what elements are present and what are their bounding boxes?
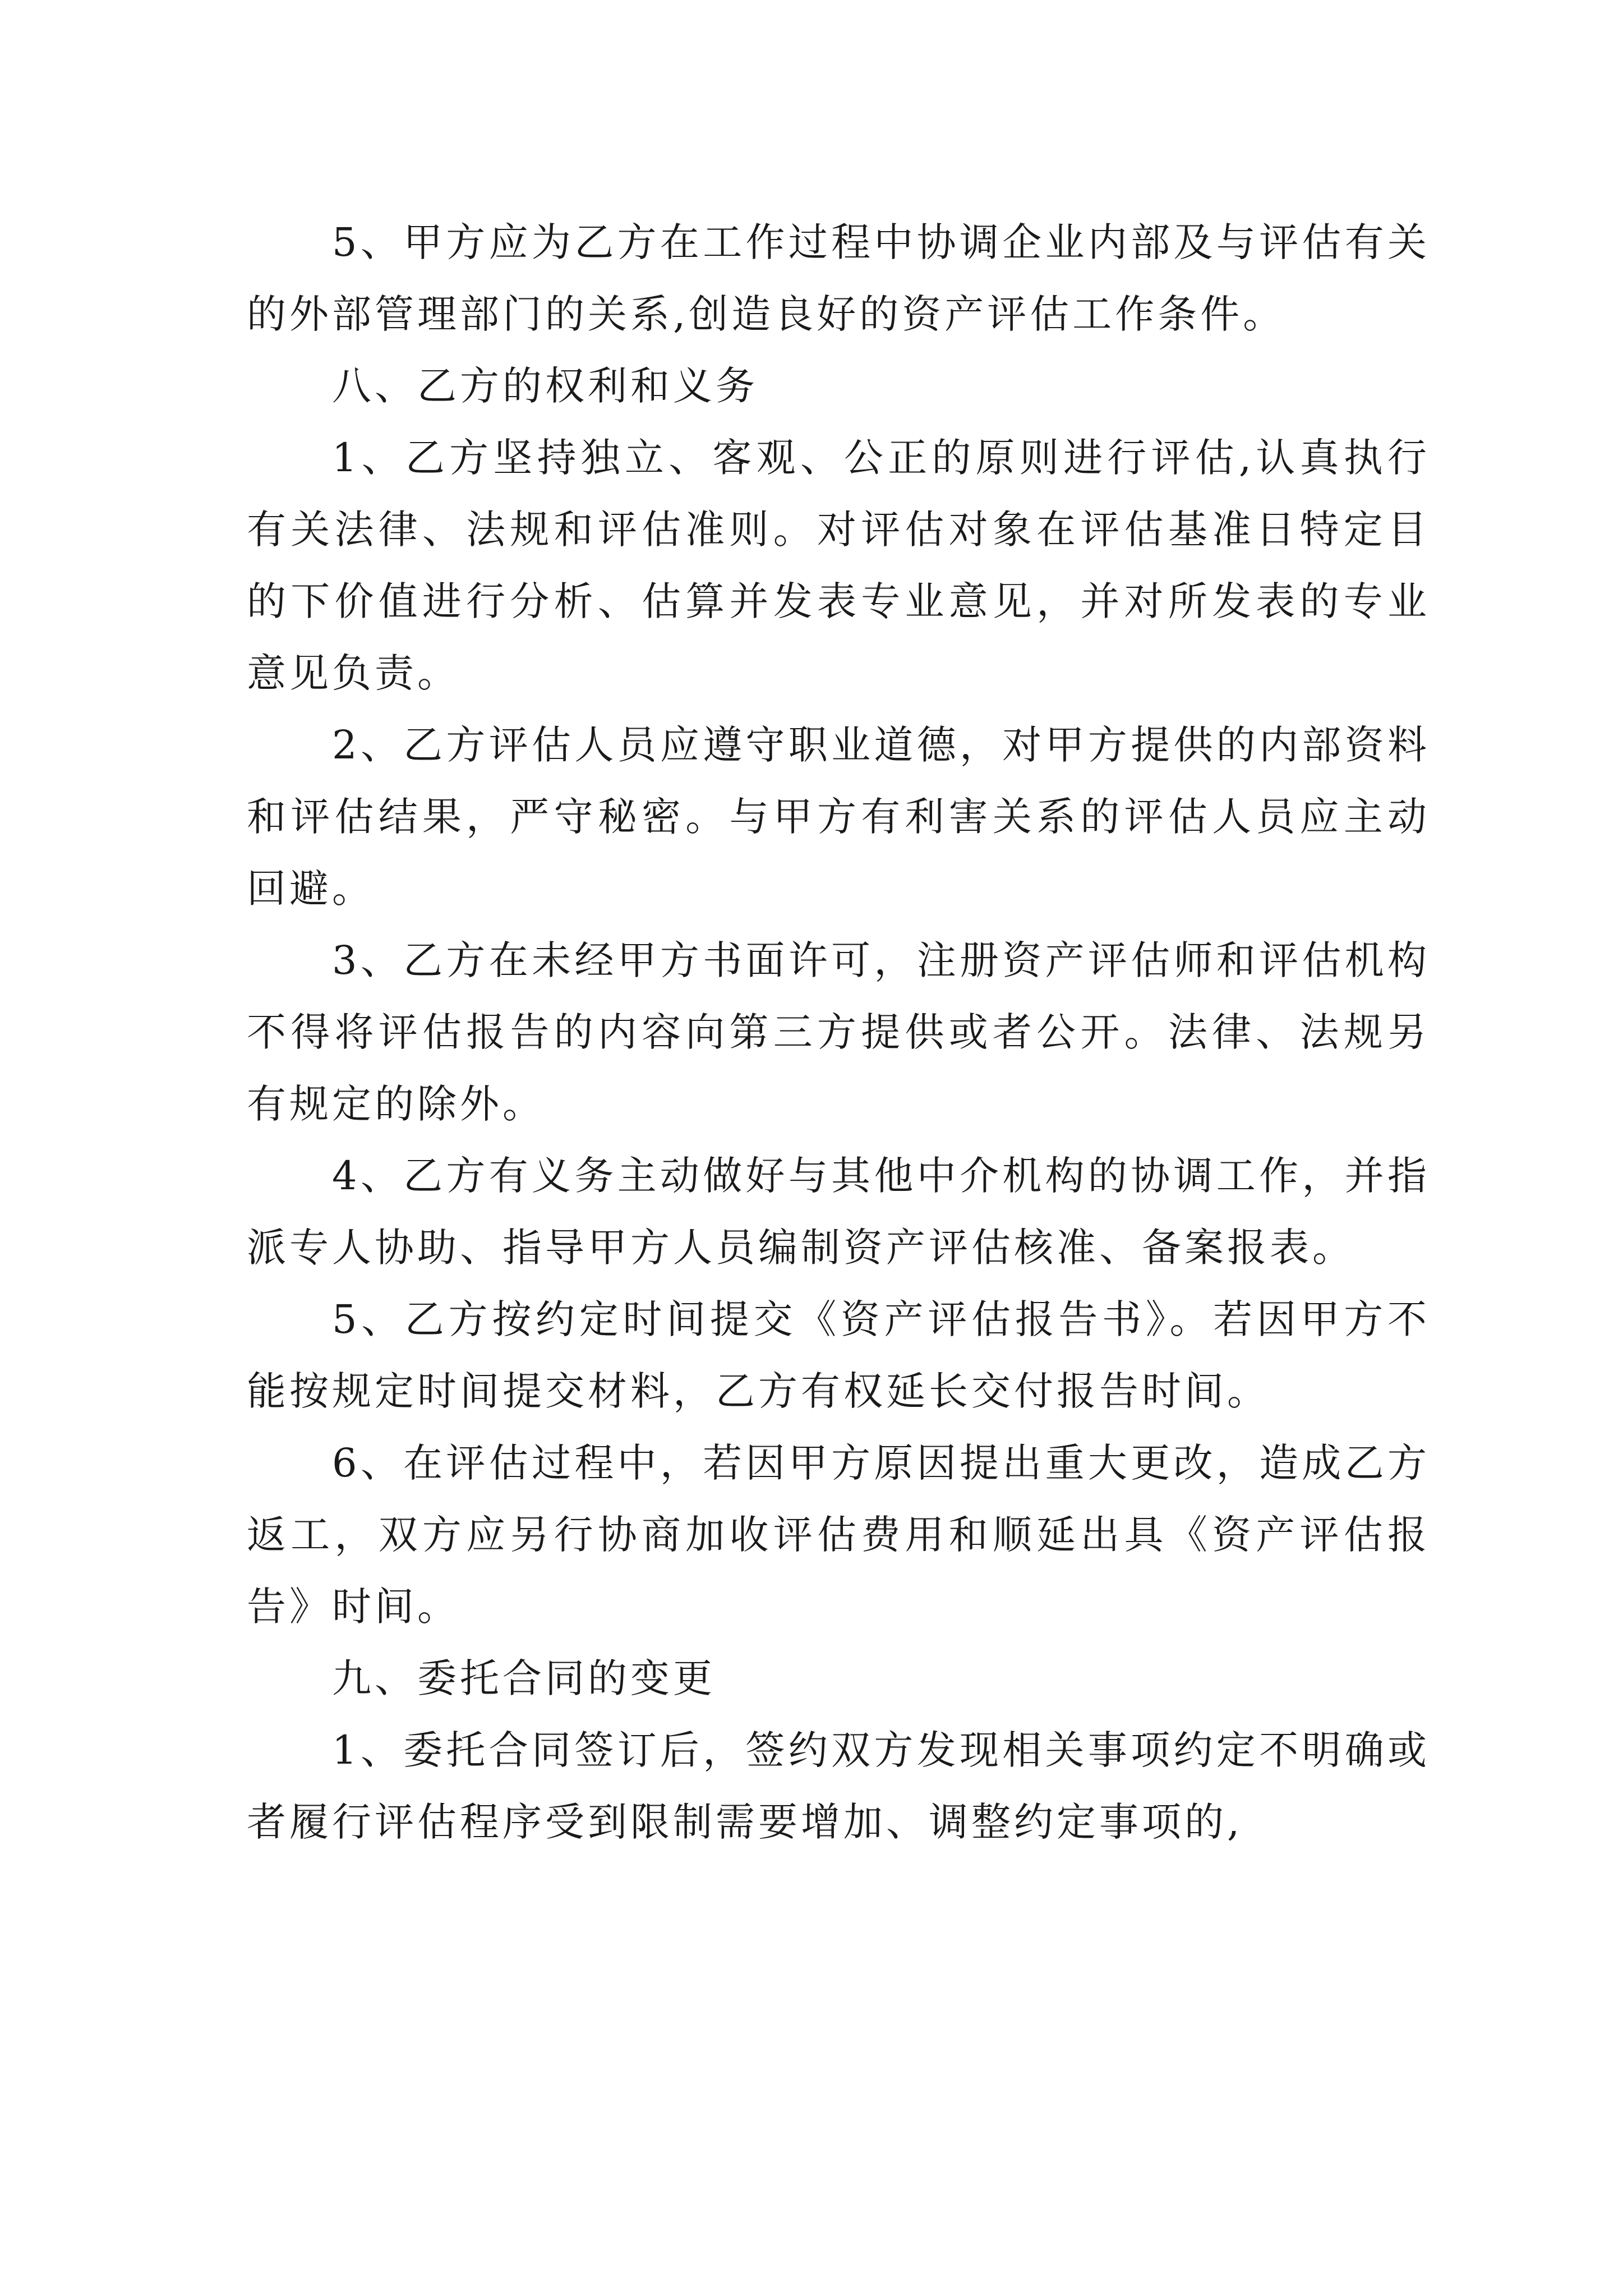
paragraph-party-b-item-5: 5、乙方按约定时间提交《资产评估报告书》。若因甲方不能按规定时间提交材料，乙方有权延长交付报告时间。	[247, 1296, 1430, 1414]
document-body	[247, 206, 1430, 1858]
paragraph-party-b-item-1: 1、乙方坚持独立、客观、公正的原则进行评估,认真执行有关法律、法规和评估准则。对评估对象在评估基准日特定目的下价值进行分析、估算并发表专业意见，并对所发表的专业意见负责。	[247, 435, 1430, 696]
paragraph-change-item-1: 1、委托合同签订后，签约双方发现相关事项约定不明确或者履行评估程序受到限制需要增加、调整约定事项的,	[247, 1727, 1430, 1845]
paragraph-party-b-item-3: 3、乙方在未经甲方书面许可，注册资产评估师和评估机构不得将评估报告的内容向第三方提供或者公开。法律、法规另有规定的除外。	[247, 937, 1430, 1127]
paragraph-party-b-item-4: 4、乙方有义务主动做好与其他中介机构的协调工作，并指派专人协助、指导甲方人员编制资产评估核准、备案报表。	[247, 1153, 1430, 1271]
section-heading-8: 八、乙方的权利和义务	[332, 363, 758, 409]
section-heading-9: 九、委托合同的变更	[332, 1655, 716, 1701]
paragraph-party-b-item-6: 6、在评估过程中，若因甲方原因提出重大更改，造成乙方返工，双方应另行协商加收评估费用和顺延出具《资产评估报告》时间。	[247, 1440, 1430, 1630]
paragraph-party-a-item-5: 5、甲方应为乙方在工作过程中协调企业内部及与评估有关的外部管理部门的关系,创造良好的资产评估工作条件。	[247, 219, 1430, 337]
paragraph-party-b-item-2: 2、乙方评估人员应遵守职业道德，对甲方提供的内部资料和评估结果，严守秘密。与甲方有利害关系的评估人员应主动回避。	[247, 722, 1430, 912]
